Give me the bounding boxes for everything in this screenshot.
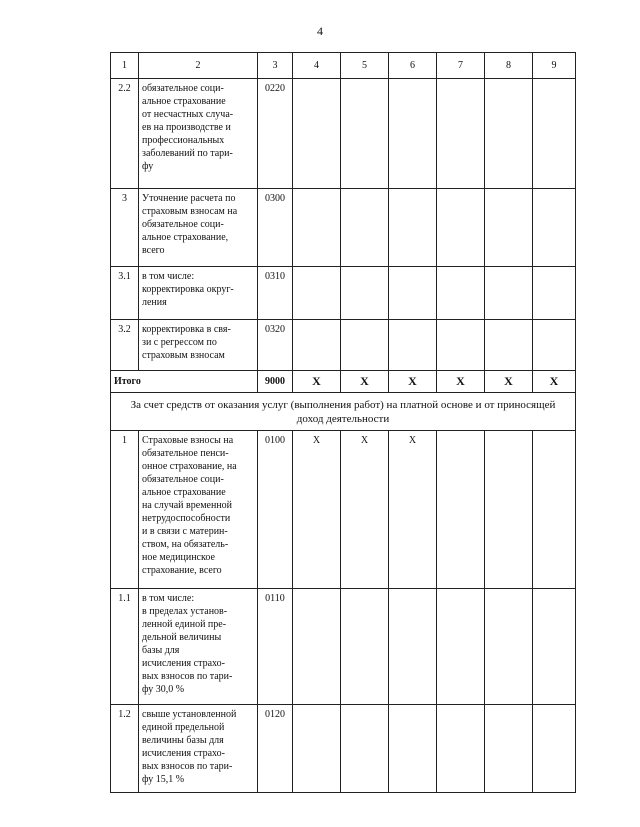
- row-code: 0100: [258, 431, 293, 589]
- cell-col-5: [341, 267, 389, 320]
- cell-col-9: [533, 589, 576, 705]
- cell-col-6: [389, 589, 437, 705]
- cell-col-6: [389, 320, 437, 371]
- cell-col-7: [437, 431, 485, 589]
- cell-col-4: [293, 79, 341, 189]
- row-code: 0320: [258, 320, 293, 371]
- row-number: 2.2: [111, 79, 139, 189]
- column-header: 9: [533, 53, 576, 79]
- table-row: [111, 189, 576, 267]
- total-col-9: Х: [533, 371, 576, 393]
- table-row: [111, 705, 576, 793]
- cell-col-7: [437, 705, 485, 793]
- row-name: Страховые взносы на обязательное пенси- онное страхование, на обязательное соци- альное страхование на случай временной нетрудоспособности и в связи с материн- ством, на обязатель- ное медицинское страхование, всего: [139, 431, 258, 589]
- cell-col-8: [485, 589, 533, 705]
- cell-col-6: [389, 79, 437, 189]
- row-number: 1.1: [111, 589, 139, 705]
- cell-col-5: Х: [341, 431, 389, 589]
- total-col-8: Х: [485, 371, 533, 393]
- cell-col-4: [293, 705, 341, 793]
- table-row: [111, 431, 576, 589]
- cell-col-9: [533, 320, 576, 371]
- column-header: 4: [293, 53, 341, 79]
- column-header: 5: [341, 53, 389, 79]
- row-code: 0300: [258, 189, 293, 267]
- cell-col-8: [485, 705, 533, 793]
- cell-col-9: [533, 431, 576, 589]
- cell-col-5: [341, 320, 389, 371]
- cell-col-6: Х: [389, 431, 437, 589]
- cell-col-8: [485, 431, 533, 589]
- column-number-row: [111, 53, 576, 79]
- row-name: Уточнение расчета по страховым взносам на обязательное соци- альное страхование, всего: [139, 189, 258, 267]
- cell-col-8: [485, 320, 533, 371]
- cell-col-6: [389, 267, 437, 320]
- row-name: обязательное соци- альное страхование от несчастных случа- ев на производстве и профессиональных заболеваний по тари- фу: [139, 79, 258, 189]
- table-row: [111, 267, 576, 320]
- cell-col-4: [293, 320, 341, 371]
- section-heading-row: [111, 393, 576, 431]
- column-header: 2: [139, 53, 258, 79]
- table-row: [111, 589, 576, 705]
- cell-col-7: [437, 189, 485, 267]
- cell-col-4: [293, 589, 341, 705]
- table-row: [111, 79, 576, 189]
- cell-col-8: [485, 267, 533, 320]
- cell-col-5: [341, 705, 389, 793]
- total-code: 9000: [258, 371, 293, 393]
- row-name: в том числе: в пределах установ- ленной единой пре- дельной величины базы для исчисления страхо- вых взносов по тари- фу 30,0 %: [139, 589, 258, 705]
- cell-col-4: Х: [293, 431, 341, 589]
- row-code: 0310: [258, 267, 293, 320]
- total-col-7: Х: [437, 371, 485, 393]
- total-col-5: Х: [341, 371, 389, 393]
- row-number: 1.2: [111, 705, 139, 793]
- cell-col-5: [341, 589, 389, 705]
- row-code: 0110: [258, 589, 293, 705]
- cell-col-6: [389, 705, 437, 793]
- section-title: За счет средств от оказания услуг (выполнения работ) на платной основе и от приносящей доход деятельности: [111, 393, 576, 431]
- page-number: 4: [317, 24, 323, 38]
- cell-col-8: [485, 79, 533, 189]
- row-name: свыше установленной единой предельной величины базы для исчисления страхо- вых взносов по тари- фу 15,1 %: [139, 705, 258, 793]
- row-code: 0220: [258, 79, 293, 189]
- row-number: 3.2: [111, 320, 139, 371]
- cell-col-9: [533, 189, 576, 267]
- cell-col-4: [293, 267, 341, 320]
- report-table: [110, 52, 576, 793]
- cell-col-7: [437, 320, 485, 371]
- total-label: Итого: [111, 371, 258, 393]
- column-header: 3: [258, 53, 293, 79]
- column-header: 6: [389, 53, 437, 79]
- column-header: 7: [437, 53, 485, 79]
- cell-col-7: [437, 589, 485, 705]
- column-header: 8: [485, 53, 533, 79]
- cell-col-5: [341, 189, 389, 267]
- row-number: 3.1: [111, 267, 139, 320]
- column-header: 1: [111, 53, 139, 79]
- total-row: [111, 371, 576, 393]
- row-name: в том числе: корректировка округ- ления: [139, 267, 258, 320]
- row-number: 1: [111, 431, 139, 589]
- cell-col-7: [437, 267, 485, 320]
- cell-col-9: [533, 705, 576, 793]
- row-code: 0120: [258, 705, 293, 793]
- cell-col-9: [533, 267, 576, 320]
- cell-col-6: [389, 189, 437, 267]
- cell-col-8: [485, 189, 533, 267]
- table-row: [111, 320, 576, 371]
- cell-col-9: [533, 79, 576, 189]
- cell-col-4: [293, 189, 341, 267]
- row-name: корректировка в свя- зи с регрессом по страховым взносам: [139, 320, 258, 371]
- total-col-6: Х: [389, 371, 437, 393]
- cell-col-5: [341, 79, 389, 189]
- cell-col-7: [437, 79, 485, 189]
- total-col-4: Х: [293, 371, 341, 393]
- row-number: 3: [111, 189, 139, 267]
